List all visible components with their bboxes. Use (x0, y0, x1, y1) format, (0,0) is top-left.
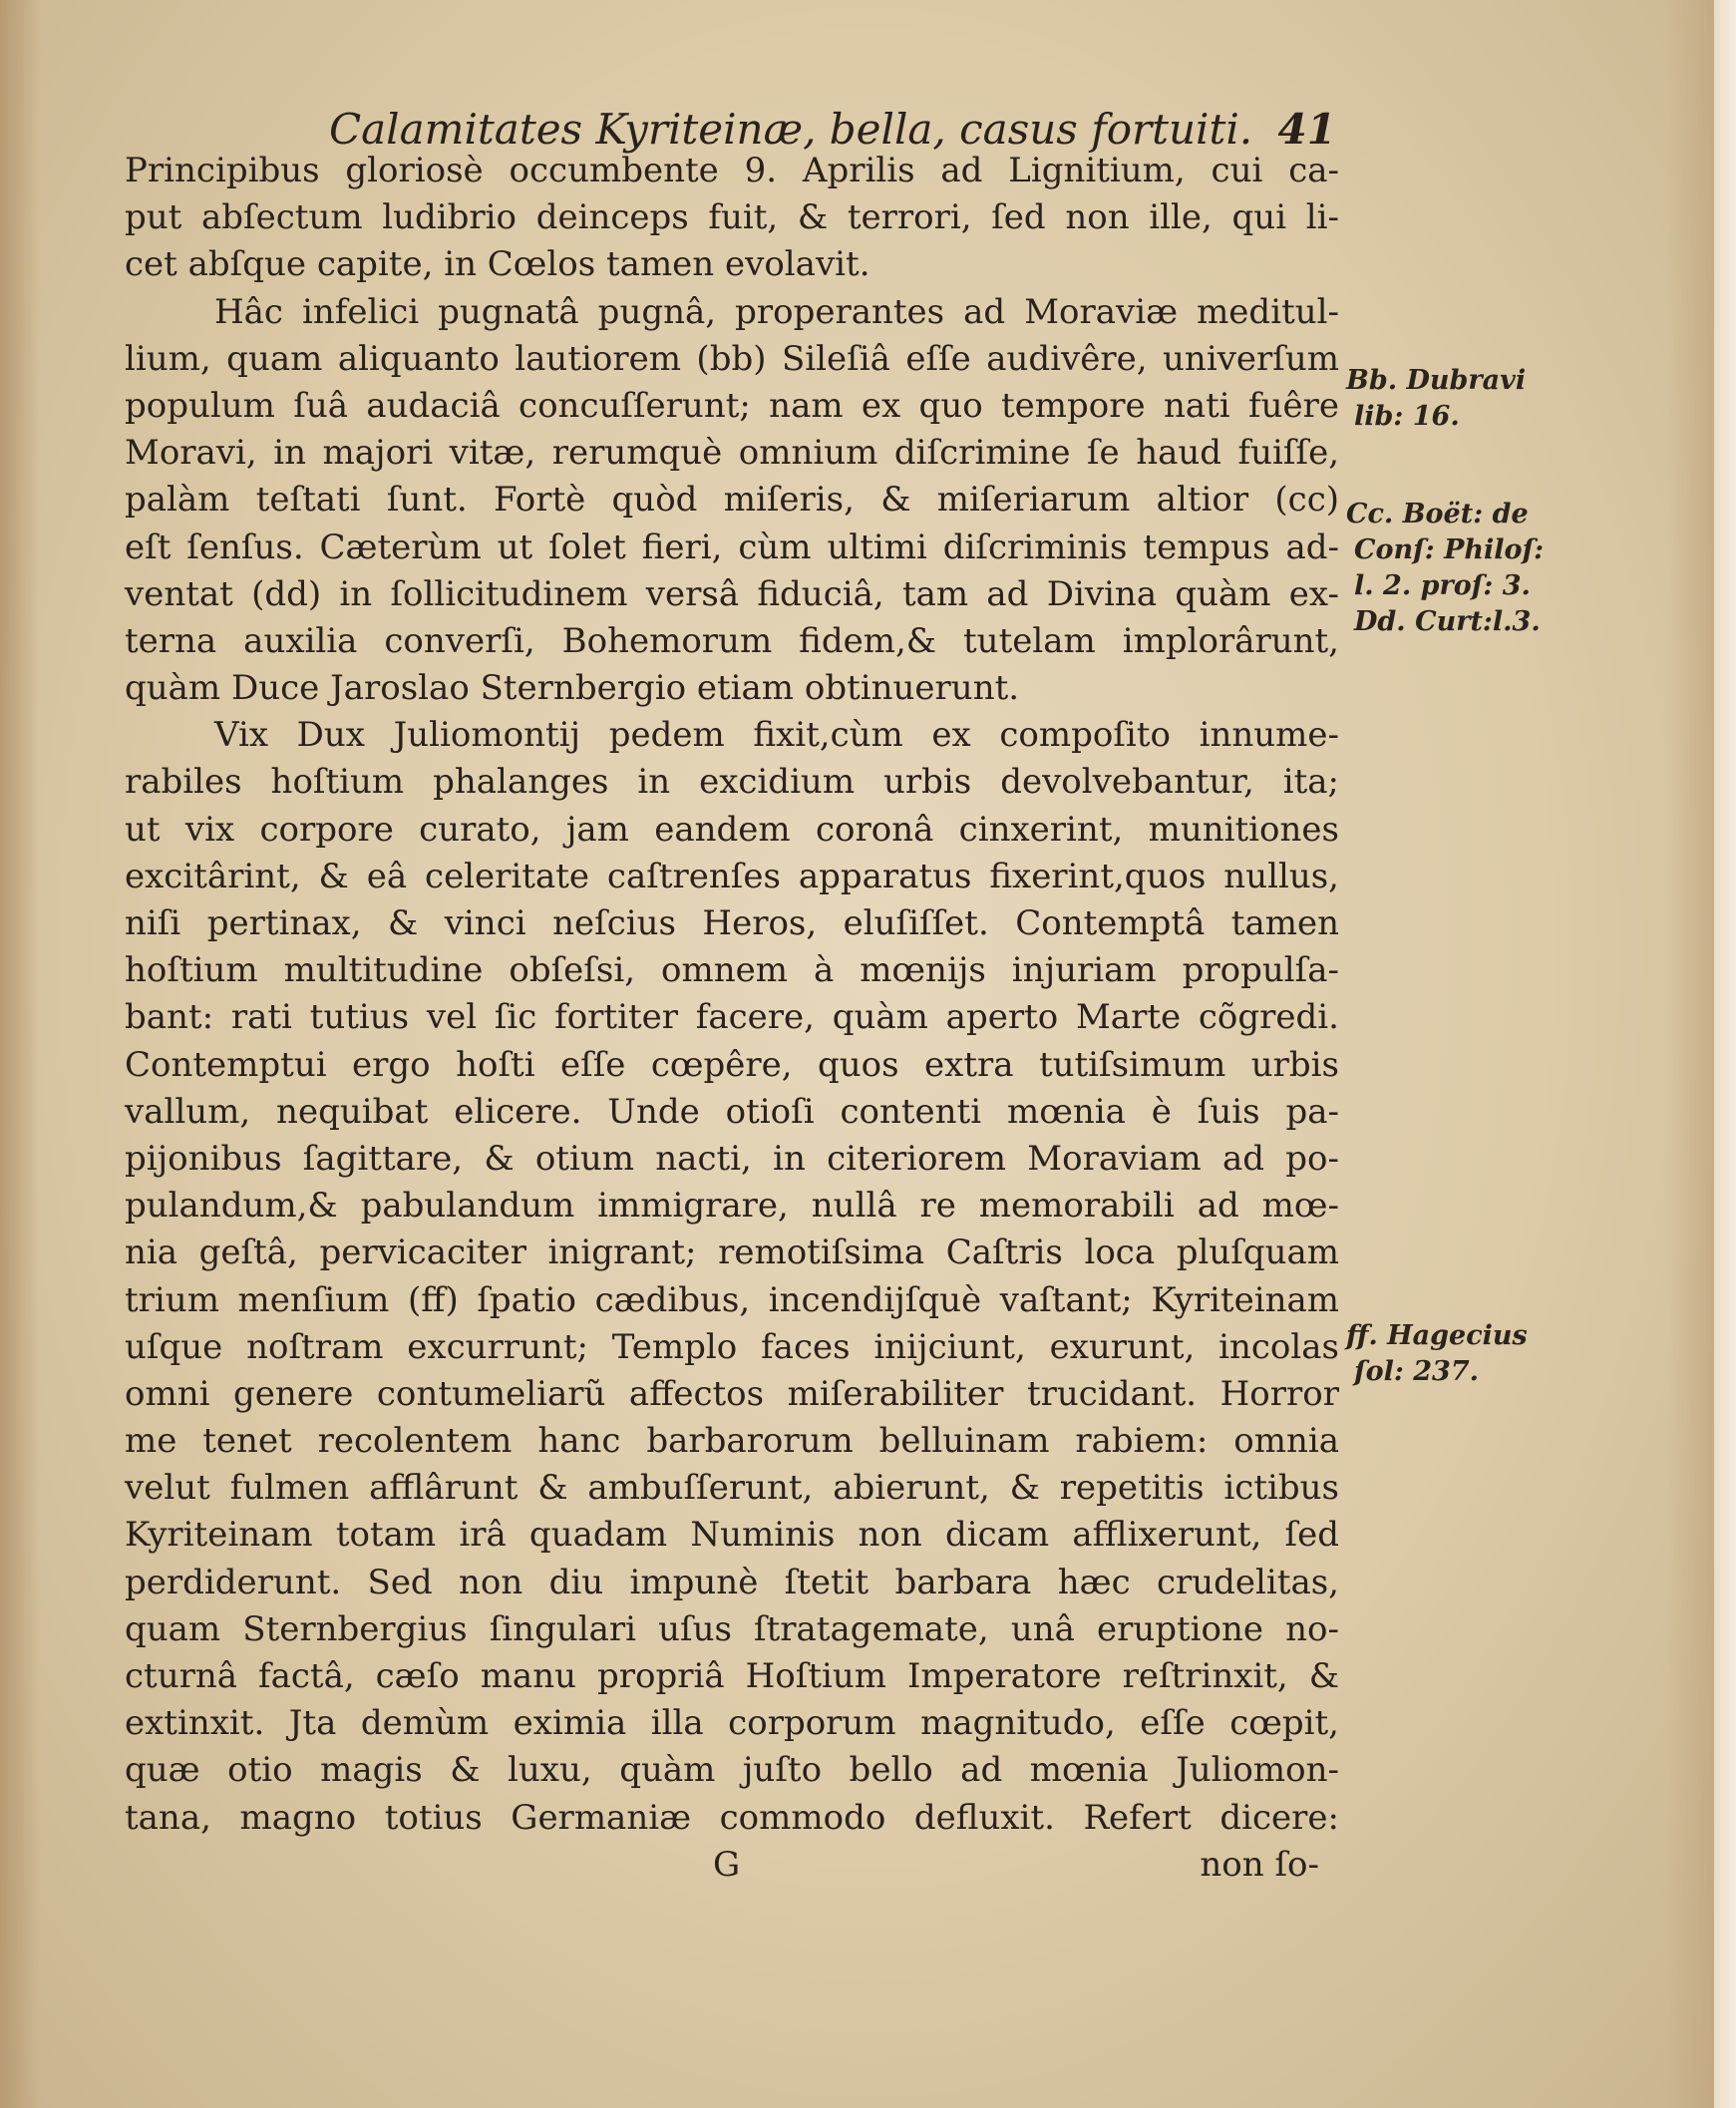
text-line: rabiles hoſtium phalanges in excidium urbis devolvebantur, ita; (125, 762, 1339, 803)
text-line: vallum, nequibat elicere. Unde otioſi contenti mœnia è ſuis pa- (125, 1091, 1339, 1132)
text-line: Vix Dux Juliomontij pedem fixit,cùm ex compoſito innume- (214, 715, 1339, 756)
margin-note-line: ff. Hagecius (1346, 1320, 1528, 1351)
text-line: perdiderunt. Sed non diu impunè ſtetit barbara hæc crudelitas, (125, 1562, 1339, 1602)
catchword: non ſo- (1200, 1844, 1319, 1885)
text-line: omni genere contumeliarũ affectos miſerabiliter trucidant. Horror (125, 1373, 1339, 1414)
page-shadow-left (0, 0, 40, 2108)
page-number: 41 (1277, 105, 1336, 154)
text-line: Moravi, in majori vitæ, rerumquè omnium diſcrimine ſe haud fuiſſe, (125, 433, 1339, 474)
signature-line (125, 1842, 1339, 1889)
text-line: terna auxilia converſi, Bohemorum fidem,& tutelam implorârunt, (125, 620, 1339, 661)
text-line: Kyriteinam totam irâ quadam Numinis non dicam afflixerunt, ſed (125, 1515, 1339, 1556)
text-line: quæ otio magis & luxu, quàm juſto bello ad mœnia Juliomon- (125, 1750, 1339, 1791)
body-text (125, 148, 1339, 1889)
text-line: quam Sternbergius ſingulari uſus ſtratagemate, unâ eruptione no- (125, 1608, 1339, 1649)
text-line: cet abſque capite, in Cœlos tamen evolavit. (125, 244, 870, 285)
margin-note-line: lib: 16. (1354, 401, 1460, 432)
text-line: quàm Duce Jaroslao Sternbergio etiam obtinuerunt. (125, 668, 1020, 709)
text-line: bant: rati tutius vel ſic fortiter facere, quàm aperto Marte cõgredi. (125, 997, 1339, 1038)
page-edge-right (1714, 0, 1736, 2108)
margin-note-line: Dd. Curt:l.3. (1354, 606, 1541, 637)
text-line: excitârint, & eâ celeritate caſtrenſes apparatus fixerint,quos nullus, (125, 856, 1339, 896)
margin-note-line: Cc. Boët: de (1346, 499, 1529, 529)
signature-mark: G (713, 1844, 741, 1885)
text-line: ut vix corpore curato, jam eandem coronâ cinxerint, munitiones (125, 809, 1339, 850)
margin-note (1346, 497, 1544, 640)
text-line: Principibus gloriosè occumbente 9. Aprilis ad Lignitium, cui ca- (125, 151, 1339, 190)
text-line: tana, magno totius Germaniæ commodo defluxit. Refert dicere: (125, 1797, 1339, 1838)
text-line: pulandum,& pabulandum immigrare, nullâ re memorabili ad mœ- (125, 1186, 1339, 1227)
margin-note (1346, 363, 1526, 435)
running-head-title: Calamitates Kyriteinæ, bella, casus fortuiti. (329, 105, 1253, 154)
margin-note-line: Conſ: Philoſ: (1354, 534, 1545, 565)
text-line: palàm teſtati ſunt. Fortè quòd miſeris, & miſeriarum altior (cc) (125, 480, 1339, 521)
text-line: me tenet recolentem hanc barbarorum belluinam rabiem: omnia (125, 1421, 1339, 1462)
text-line: ventat (dd) in ſollicitudinem versâ fiduciâ, tam ad Divina quàm ex- (125, 573, 1339, 614)
text-line: lium, quam aliquanto lautiorem (bb) Sileſiâ eſſe audivêre, univerſum (125, 338, 1339, 379)
text-line: Hâc infelici pugnatâ pugnâ, properantes ad Moraviæ meditul- (214, 291, 1339, 332)
text-line: hoſtium multitudine obſeſsi, omnem à mœnijs injuriam propulſa- (125, 950, 1339, 991)
margin-note (1346, 1318, 1528, 1390)
text-line: Contemptui ergo hoſti eſſe cœpêre, quos extra tutiſsimum urbis (125, 1044, 1339, 1085)
margin-note-line: l. 2. proſ: 3. (1354, 570, 1531, 601)
margin-note-line: Bb. Dubravi (1346, 365, 1527, 396)
text-line: extinxit. Jta demùm eximia illa corporum magnitudo, eſſe cœpit, (125, 1703, 1339, 1744)
text-line: eſt ſenſus. Cæterùm ut ſolet fieri, cùm ultimi diſcriminis tempus ad- (125, 527, 1339, 567)
text-line: pijonibus ſagittare, & otium nacti, in citeriorem Moraviam ad po- (125, 1138, 1339, 1179)
text-line: velut fulmen afflârunt & ambuſſerunt, abierunt, & repetitis ictibus (125, 1468, 1339, 1509)
text-line: niſi pertinax, & vinci neſcius Heros, eluſiſſet. Contemptâ tamen (125, 903, 1339, 943)
margin-note-line: ſol: 237. (1354, 1356, 1480, 1387)
text-line: cturnâ factâ, cæſo manu propriâ Hoſtium Imperatore reſtrinxit, & (125, 1656, 1339, 1696)
text-line: uſque noſtram excurrunt; Templo faces inijciunt, exurunt, incolas (125, 1326, 1339, 1367)
text-line: put abſectum ludibrio deinceps fuit, & terrori, ſed non ille, qui li- (125, 197, 1339, 238)
text-line: populum ſuâ audaciâ concuſſerunt; nam ex quo tempore nati fuêre (125, 385, 1339, 426)
text-line: trium menſium (ff) ſpatio cædibus, incendijſquè vaſtant; Kyriteinam (125, 1279, 1339, 1320)
text-line: nia geſtâ, pervicaciter inigrant; remotiſsima Caſtris loca pluſquam (125, 1232, 1339, 1273)
